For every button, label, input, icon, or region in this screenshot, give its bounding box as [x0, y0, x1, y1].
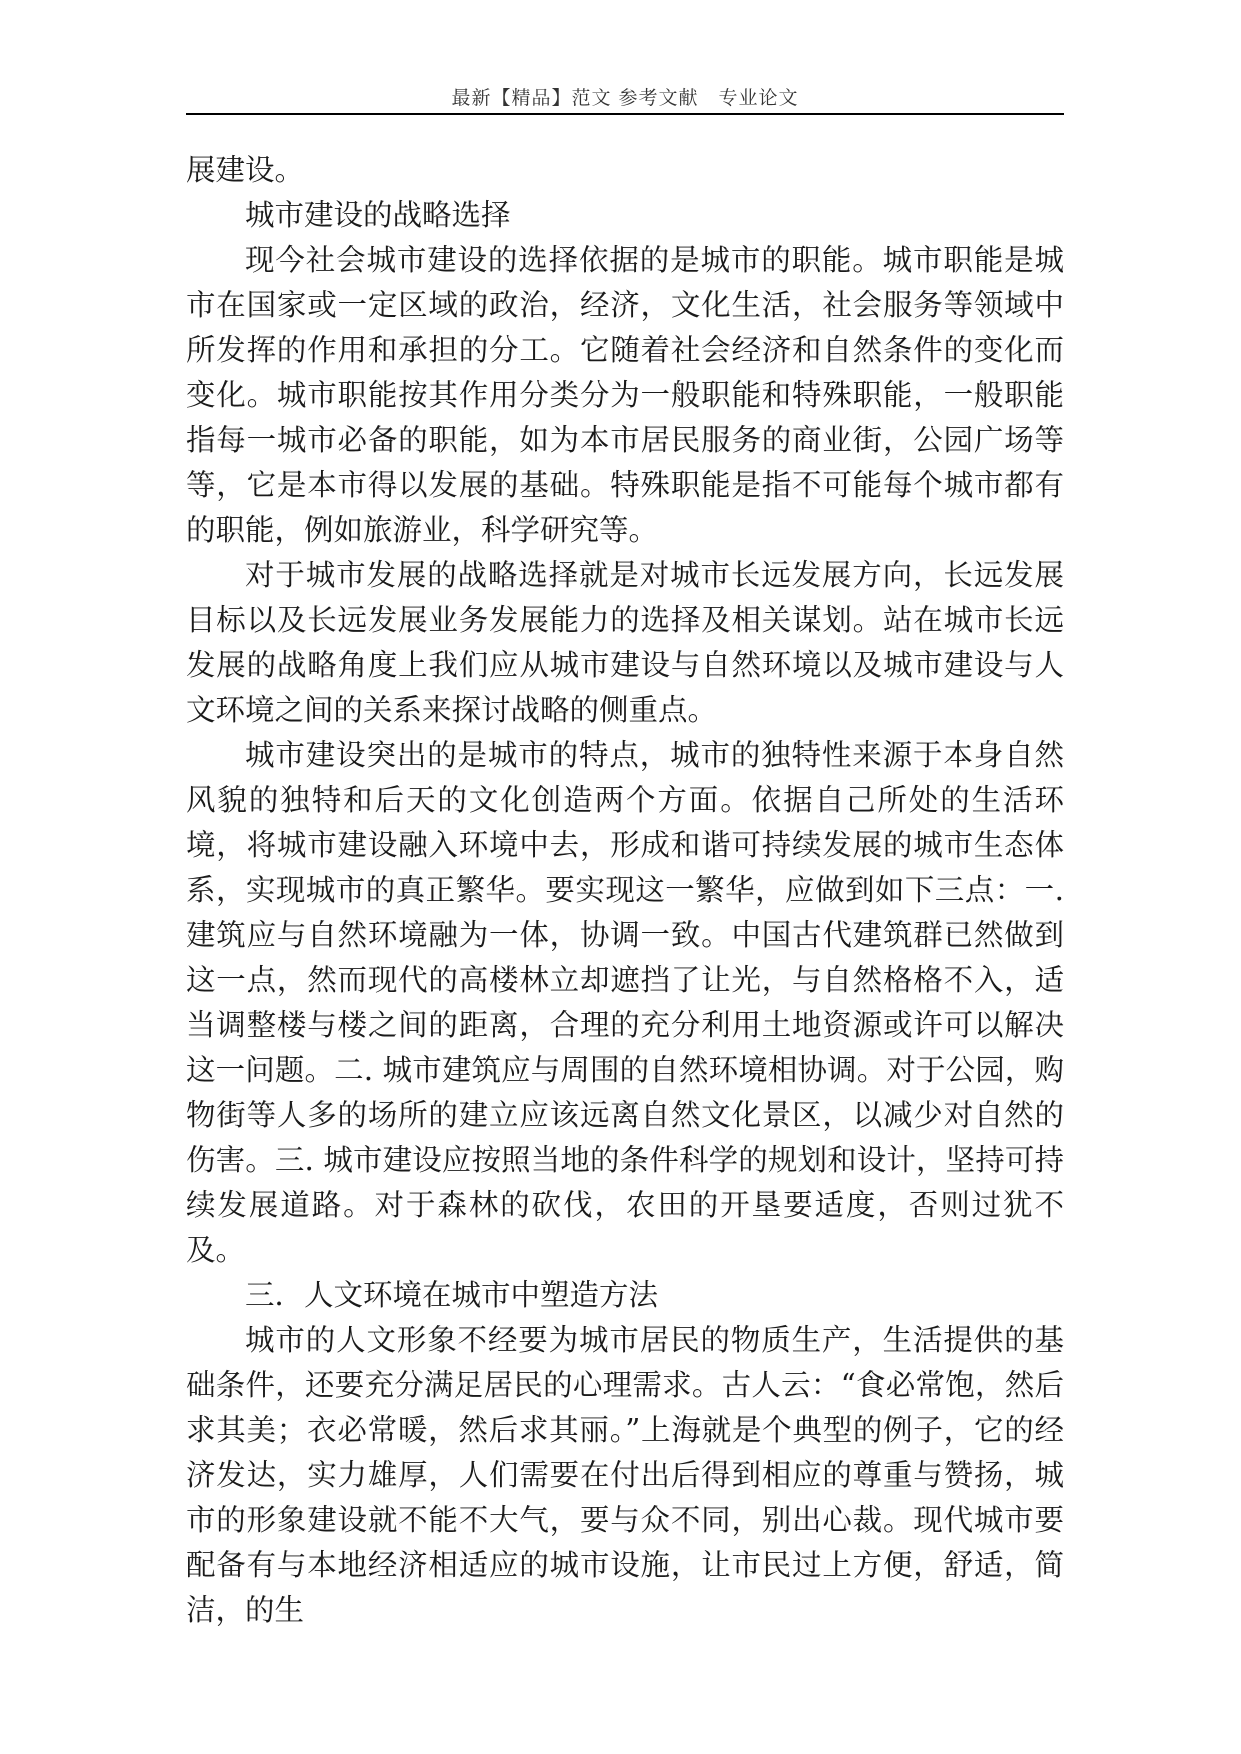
paragraph-city-characteristics: 城市建设突出的是城市的特点，城市的独特性来源于本身自然风貌的独特和后天的文化创造两个方面。依据自己所处的生活环境，将城市建设融入环境中去，形成和谐可持续发展的城市生态体系，实现城市的真正繁华。要实现这一繁华，应做到如下三点：一. 建筑应与自然环境融为一体，协调一致。中国古代建筑群已然做到这一点，然而现代的高楼林立却遮挡了让光，与自然格格不入，适当调整楼与楼之间的距离，合理的充分利用土地资源或许可以解决这一问题。二. 城市建筑应与周围的自然环境相协调。对于公园，购物街等人多的场所的建立应该远离自然文化景区，以减少对自然的伤害。三. 城市建设应按照当地的条件科学的规划和设计，坚持可持续发展道路。对于森林的砍伐，农田的开垦要适度，否则过犹不及。 — [186, 738, 1064, 1267]
paragraph-continuation: 展建设。 — [186, 153, 305, 187]
section-heading-strategy: 城市建设的战略选择 — [245, 198, 511, 232]
document-body — [186, 148, 1064, 1633]
page-header: 最新【精品】范文 参考文献 专业论文 — [451, 87, 799, 109]
section-heading-humanistic-environment: 三．人文环境在城市中塑造方法 — [245, 1278, 659, 1312]
header-divider — [186, 113, 1064, 115]
paragraph-city-functions: 现今社会城市建设的选择依据的是城市的职能。城市职能是城市在国家或一定区域的政治，经济，文化生活，社会服务等领域中所发挥的作用和承担的分工。它随着社会经济和自然条件的变化而变化。城市职能按其作用分类分为一般职能和特殊职能，一般职能指每一城市必备的职能，如为本市居民服务的商业街，公园广场等等，它是本市得以发展的基础。特殊职能是指不可能每个城市都有的职能，例如旅游业，科学研究等。 — [186, 243, 1064, 547]
paragraph-humanistic-image: 城市的人文形象不经要为城市居民的物质生产，生活提供的基础条件，还要充分满足居民的心理需求。古人云：“食必常饱，然后求其美；衣必常暖，然后求其丽。”上海就是个典型的例子，它的经济发达，实力雄厚，人们需要在付出后得到相应的尊重与赞扬，城市的形象建设就不能不大气，要与众不同，别出心裁。现代城市要配备有与本地经济相适应的城市设施，让市民过上方便，舒适，简洁，的生 — [186, 1323, 1064, 1627]
paragraph-strategic-choice: 对于城市发展的战略选择就是对城市长远发展方向，长远发展目标以及长远发展业务发展能力的选择及相关谋划。站在城市长远发展的战略角度上我们应从城市建设与自然环境以及城市建设与人文环境之间的关系来探讨战略的侧重点。 — [186, 558, 1064, 727]
